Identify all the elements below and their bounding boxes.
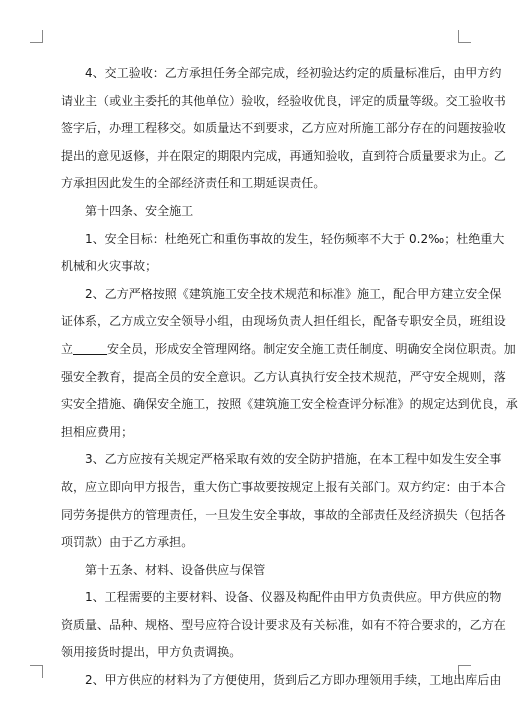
document-body (61, 60, 518, 695)
paragraph-safety-goal-line-1: 1、安全目标：杜绝死亡和重伤事故的发生，轻伤频率不大于 0.2‰；杜绝重大 (85, 231, 505, 246)
paragraph-acceptance-line-4: 提出的意见返修，并在限定的期限内完成，再通知验收，直到符合质量要求为止。乙 (61, 148, 506, 163)
crop-mark-top-left (30, 30, 43, 43)
fill-in-blank (73, 342, 107, 355)
section-heading-article-14: 第十四条、安全施工 (85, 203, 194, 218)
paragraph-safety-standard-line-1: 2、乙方严格按照《建筑施工安全技术规范和标准》施工，配合甲方建立安全保 (85, 286, 502, 301)
paragraph-acceptance-line-1: 4、交工验收：乙方承担任务全部完成，经初验达约定的质量标准后，由甲方约 (85, 66, 502, 80)
section-heading-article-15: 第十五条、材料、设备供应与保管 (85, 562, 266, 577)
paragraph-safety-measures-line-4: 项罚款）由于乙方承担。 (61, 535, 194, 550)
crop-mark-bottom-left (30, 665, 43, 678)
paragraph-materials-supply-line-3: 领用接货时提出，甲方负责调换。 (61, 645, 242, 660)
paragraph-materials-supply-line-2: 资质量、品种、规格、型号应符合设计要求及有关标准，如有不符合要求的，乙方在 (61, 617, 506, 632)
paragraph-acceptance-line-5: 方承担因此发生的全部经济责任和工期延误责任。 (61, 176, 326, 191)
paragraph-safety-standard-line-6: 担相应费用； (61, 424, 134, 439)
paragraph-safety-measures-line-3: 同劳务提供方的管理责任，一旦发生安全事故，事故的全部责任及经济损失（包括各 (61, 507, 506, 522)
paragraph-safety-standard-line-5: 实安全措施、确保安全施工，按照《建筑施工安全检查评分标准》的规定达到优良，承 (61, 397, 518, 412)
text-segment: 安全员，形成安全管理网络。制定安全施工责任制度、明确安全岗位职责。加 (107, 341, 516, 356)
paragraph-acceptance-line-3: 签字后，办理工程移交。如质量达不到要求，乙方应对所施工部分存在的问题按验收 (61, 121, 506, 136)
paragraph-safety-standard-line-3 (61, 336, 516, 364)
paragraph-safety-measures-line-1: 3、乙方应按有关规定严格采取有效的安全防护措施，在本工程中如发生安全事 (85, 452, 502, 467)
crop-mark-top-right (458, 30, 471, 43)
paragraph-materials-use-line-1: 2、甲方供应的材料为了方便使用，货到后乙方即办理领用手续，工地出库后由 (85, 673, 502, 688)
paragraph-acceptance-line-2: 请业主（或业主委托的其他单位）验收，经验收优良，评定的质量等级。交工验收书 (61, 93, 506, 108)
paragraph-safety-standard-line-2: 证体系，乙方成立安全领导小组，由现场负责人担任组长，配备专职安全员，班组设 (61, 314, 506, 329)
paragraph-safety-goal-line-2: 机械和火灾事故； (61, 259, 158, 274)
paragraph-safety-standard-line-4: 强安全教育，提高全员的安全意识。乙方认真执行安全技术规范，严守安全规则，落 (61, 369, 506, 384)
text-segment: 立 (61, 341, 74, 356)
paragraph-materials-supply-line-1: 1、工程需要的主要材料、设备、仪器及构配件由甲方负责供应。甲方供应的物 (85, 590, 502, 605)
paragraph-safety-measures-line-2: 故，应立即向甲方报告，重大伤亡事故要按规定上报有关部门。双方约定：由于本合 (61, 479, 506, 494)
